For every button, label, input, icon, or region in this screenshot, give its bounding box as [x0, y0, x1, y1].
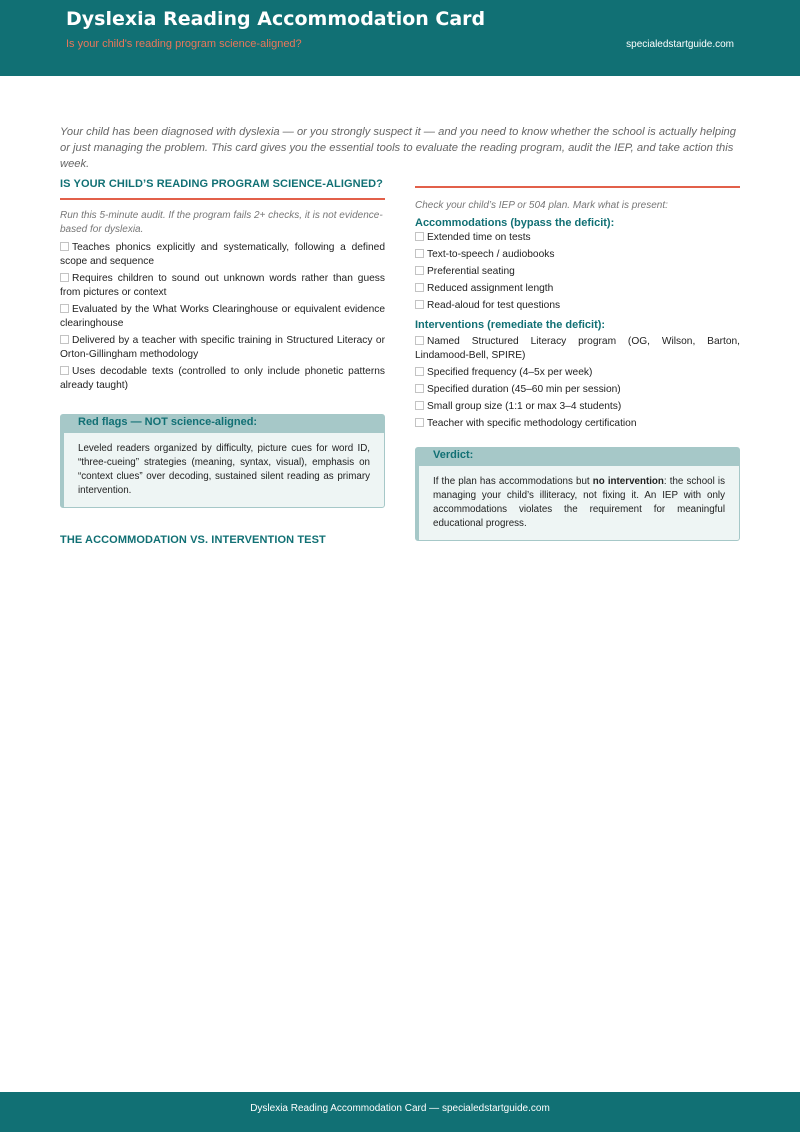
verdict-body: If the plan has accommodations but no intervention: the school is managing your child’s illiteracy, not fixing it. An IEP with only accommodations violates the requirement for meaningful educational progress.	[433, 476, 725, 529]
list-item: Reduced assignment length	[415, 282, 740, 296]
checklist-item: Uses decodable texts (controlled to only include phonetic patterns already taught)	[60, 366, 385, 391]
list-item: Small group size (1:1 or max 3–4 students)	[415, 400, 740, 414]
audit-note: Run this 5-minute audit. If the program fails 2+ checks, it is not evidence-based for dyslexia.	[60, 210, 383, 235]
right-column	[415, 186, 740, 541]
list-item: Specified duration (45–60 min per session)	[415, 383, 740, 397]
checkbox-icon[interactable]	[415, 418, 424, 427]
checkbox-icon[interactable]	[415, 300, 424, 309]
list-item: Named Structured Literacy program (OG, Wilson, Barton, Lindamood-Bell, SPIRE)	[415, 336, 740, 361]
list-item: Specified frequency (4–5x per week)	[415, 366, 740, 380]
checklist-item: Evaluated by the What Works Clearinghouse or equivalent evidence clearinghouse	[60, 304, 385, 329]
checkbox-icon[interactable]	[415, 367, 424, 376]
interventions-list	[415, 335, 740, 431]
checkbox-icon[interactable]	[415, 384, 424, 393]
verdict-title: Verdict:	[419, 448, 739, 466]
list-item: Preferential seating	[415, 265, 740, 279]
checkbox-icon[interactable]	[60, 242, 69, 251]
audit-checklist	[60, 241, 385, 393]
interventions-title: Interventions (remediate the deficit):	[415, 319, 606, 331]
checkbox-icon[interactable]	[415, 266, 424, 275]
list-item: Teacher with specific methodology certification	[415, 417, 740, 431]
intro-text: Your child has been diagnosed with dyslexia — or you strongly suspect it — and you need to know whether the school is actually helping or just managing the problem. This card gives you the essential tools to evaluate the reading program, audit the IEP, and take action this week.	[60, 126, 736, 170]
section-rule	[60, 198, 385, 200]
page-subtitle: Is your child's reading program science-aligned?	[66, 38, 302, 50]
verdict-callout	[415, 447, 740, 541]
checklist-item: Delivered by a teacher with specific training in Structured Literacy or Orton-Gillingham methodology	[60, 335, 385, 360]
checkbox-icon[interactable]	[415, 232, 424, 241]
list-item: Text-to-speech / audiobooks	[415, 248, 740, 262]
page-footer: Dyslexia Reading Accommodation Card — specialedstartguide.com	[0, 1092, 800, 1132]
left-column	[60, 178, 385, 546]
checkbox-icon[interactable]	[60, 304, 69, 313]
checkbox-icon[interactable]	[415, 249, 424, 258]
checkbox-icon[interactable]	[415, 283, 424, 292]
section-title-science: IS YOUR CHILD’S READING PROGRAM SCIENCE-ALIGNED?	[60, 178, 384, 190]
checkbox-icon[interactable]	[60, 273, 69, 282]
checkbox-icon[interactable]	[415, 336, 424, 345]
verdict-emphasis: no intervention	[592, 476, 664, 487]
list-item: Extended time on tests	[415, 231, 740, 245]
accommodations-list	[415, 231, 740, 313]
red-flags-callout	[60, 414, 385, 508]
checklist-item: Requires children to sound out unknown words rather than guess from pictures or context	[60, 273, 385, 298]
header-site: specialedstartguide.com	[626, 39, 734, 50]
red-flags-body: Leveled readers organized by difficulty, picture cues for word ID, “three-cueing” strategies (meaning, syntax, visual), emphasis on “context clues” over decoding, sustained silent reading as primary intervention.	[78, 443, 370, 496]
checkbox-icon[interactable]	[60, 335, 69, 344]
red-flags-title: Red flags — NOT science-aligned:	[64, 415, 384, 433]
checklist-item: Teaches phonics explicitly and systematically, following a defined scope and sequence	[60, 242, 385, 267]
checkbox-icon[interactable]	[60, 366, 69, 375]
section-rule	[415, 186, 740, 188]
list-item: Read-aloud for test questions	[415, 299, 740, 313]
checkbox-icon[interactable]	[415, 401, 424, 410]
page-title: Dyslexia Reading Accommodation Card	[66, 8, 486, 30]
accommodations-title: Accommodations (bypass the deficit):	[415, 217, 615, 229]
iep-note: Check your child’s IEP or 504 plan. Mark what is present:	[415, 200, 668, 211]
section-title-accommodation-test: THE ACCOMMODATION VS. INTERVENTION TEST	[60, 534, 326, 546]
page-header	[0, 0, 800, 76]
